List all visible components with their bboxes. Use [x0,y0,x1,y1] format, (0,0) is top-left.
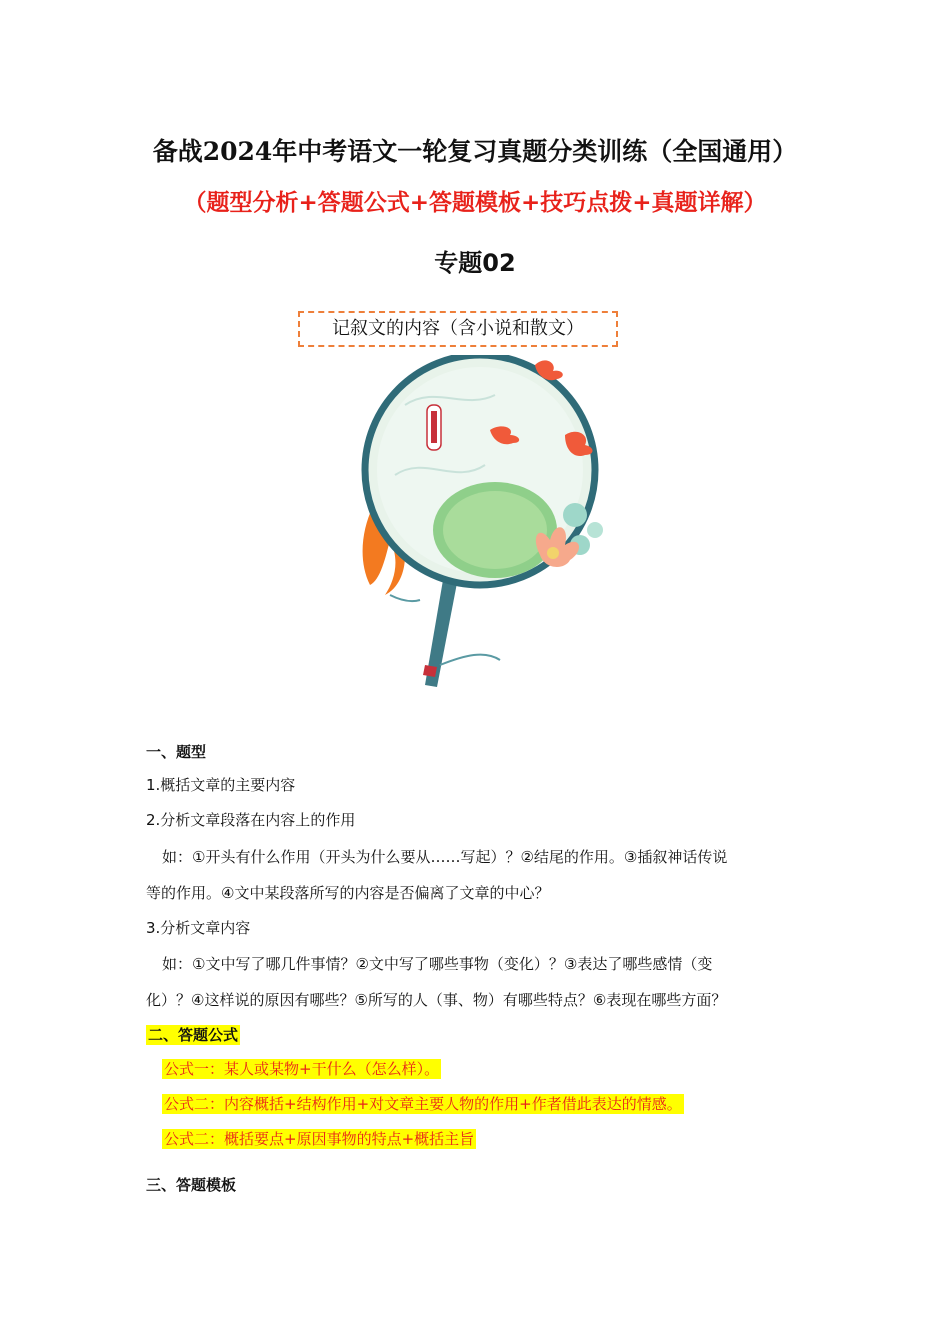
question-type-1: 1.概括文章的主要内容 [146,776,296,794]
topic-box: 记叙文的内容（含小说和散文） [298,311,618,347]
document-subtitle: （题型分析+答题公式+答题模板+技巧点拨+真题详解） [183,190,767,216]
fan-illustration-icon [325,355,630,695]
formula-2: 公式二：内容概括+结构作用+对文章主要人物的作用+作者借此表达的情感。 [164,1095,682,1113]
section-heading-2: 二、答题公式 [148,1026,239,1044]
question-type-3: 3.分析文章内容 [146,919,251,937]
section-heading-1: 一、题型 [146,743,207,761]
question-type-3-detail: 如：①文中写了哪几件事情？②文中写了哪些事物（变化）？③表达了哪些感情（变 [162,955,713,973]
question-type-2-detail-cont: 等的作用。④文中某段落所写的内容是否偏离了文章的中心？ [146,884,550,902]
question-type-3-detail-cont: 化）？④这样说的原因有哪些？⑤所写的人（事、物）有哪些特点？⑥表现在哪些方面？ [146,991,727,1009]
formula-3: 公式二：概括要点+原因事物的特点+概括主旨 [164,1130,475,1148]
section-heading-3: 三、答题模板 [146,1176,237,1194]
topic-number: 专题02 [434,249,516,277]
question-type-2: 2.分析文章段落在内容上的作用 [146,811,356,829]
formula-1: 公式一：某人或某物+干什么（怎么样）。 [164,1060,440,1078]
question-type-2-detail: 如：①开头有什么作用（开头为什么要从……写起）？②结尾的作用。③插叙神话传说 [162,848,728,866]
document-title: 备战2024年中考语文一轮复习真题分类训练（全国通用） [152,137,798,166]
